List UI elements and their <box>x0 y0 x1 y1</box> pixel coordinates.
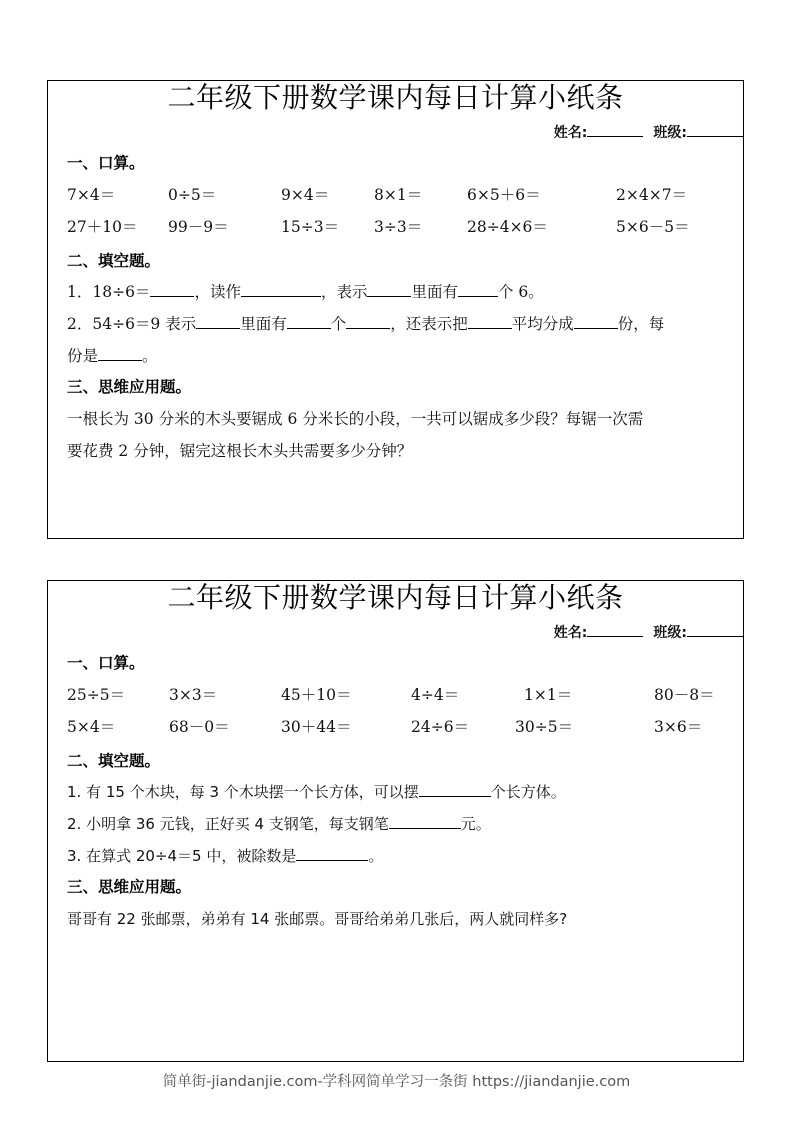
q-text: 里面有 <box>411 283 458 301</box>
q-text: 2. 小明拿 36 元钱，正好买 4 支钢笔，每支钢笔 <box>67 815 389 833</box>
answer-blank[interactable] <box>196 310 240 329</box>
q-text: 个长方体。 <box>490 783 566 801</box>
answer-blank[interactable] <box>574 310 618 329</box>
application-text-line-2: 要花费 2 分钟，锯完这根长木头共需要多少分钟？ <box>67 442 413 460</box>
fill-question-1 <box>67 276 739 308</box>
answer-blank[interactable] <box>241 278 321 297</box>
q-text: 1. 有 15 个木块，每 3 个木块摆一个长方体，可以摆 <box>67 783 419 801</box>
oral-item: 28÷4×6＝ <box>467 218 548 236</box>
q-text: 平均分成 <box>511 315 574 333</box>
oral-item: 27＋10＝ <box>67 218 138 236</box>
answer-blank[interactable] <box>346 310 390 329</box>
q-text: 个 6。 <box>497 283 544 301</box>
q-text: 元。 <box>460 815 491 833</box>
footer-watermark: 简单街-jiandanjie.com-学科网简单学习一条街 https://jiandanjie.com <box>162 1074 631 1090</box>
oral-item: 80－8＝ <box>654 686 715 704</box>
oral-item: 25÷5＝ <box>67 686 126 704</box>
oral-item: 24÷6＝ <box>411 718 470 736</box>
q-text: 个 <box>330 315 347 333</box>
q-text: 份，每 <box>617 315 665 333</box>
oral-item: 0÷5＝ <box>168 186 217 204</box>
answer-blank[interactable] <box>389 810 461 829</box>
oral-item: 5×4＝ <box>67 718 116 736</box>
oral-item: 1×1＝ <box>524 686 573 704</box>
oral-item: 2×4×7＝ <box>616 186 688 204</box>
class-label: 班级: <box>653 125 687 141</box>
section-heading-fill: 二、填空题。 <box>67 752 161 770</box>
oral-row-1 <box>67 683 743 707</box>
oral-item: 99－9＝ <box>168 218 229 236</box>
answer-blank[interactable] <box>287 310 331 329</box>
oral-item: 9×4＝ <box>281 186 330 204</box>
fill-question-2 <box>67 808 739 840</box>
oral-item: 3×6＝ <box>654 718 703 736</box>
answer-blank[interactable] <box>458 278 498 297</box>
oral-item: 5×6－5＝ <box>616 218 690 236</box>
name-label: 姓名: <box>553 125 588 141</box>
oral-row-2 <box>67 715 743 739</box>
oral-item: 3÷3＝ <box>374 218 423 236</box>
q-text: ，读作 <box>194 283 241 301</box>
oral-item: 4÷4＝ <box>411 686 460 704</box>
oral-item: 8×1＝ <box>374 186 423 204</box>
name-label: 姓名: <box>553 625 588 641</box>
name-blank[interactable] <box>587 621 643 637</box>
class-blank[interactable] <box>687 121 743 137</box>
answer-blank[interactable] <box>296 842 368 861</box>
oral-item: 6×5＋6＝ <box>467 186 541 204</box>
application-text-line-1: 一根长为 30 分米的木头要锯成 6 分米长的小段，一共可以锯成多少段？每锯一次需 <box>67 410 644 428</box>
q-text: ，表示 <box>320 283 368 301</box>
answer-blank[interactable] <box>419 778 491 797</box>
section-heading-application: 三、思维应用题。 <box>67 878 192 896</box>
application-text-line-1: 哥哥有 22 张邮票，弟弟有 14 张邮票。哥哥给弟弟几张后，两人就同样多? <box>67 910 568 928</box>
fill-question-2-cont <box>67 340 739 372</box>
oral-item: 45＋10＝ <box>281 686 352 704</box>
section-heading-oral: 一、口算。 <box>67 154 145 172</box>
oral-item: 7×4＝ <box>67 186 116 204</box>
q-text: 。 <box>368 847 384 865</box>
section-heading-application: 三、思维应用题。 <box>67 378 192 396</box>
answer-blank[interactable] <box>98 342 142 361</box>
q-text: 1．18÷6＝ <box>67 283 151 301</box>
answer-blank[interactable] <box>367 278 411 297</box>
oral-item: 30＋44＝ <box>281 718 352 736</box>
oral-item: 30÷5＝ <box>515 718 574 736</box>
q-text: 份是 <box>67 347 99 365</box>
slip-title: 二年级下册数学课内每日计算小纸条 <box>167 581 624 614</box>
worksheet-slip-1 <box>47 80 744 539</box>
section-heading-fill: 二、填空题。 <box>67 252 161 270</box>
q-text: 2．54÷6＝9 表示 <box>67 315 197 333</box>
oral-item: 15÷3＝ <box>281 218 340 236</box>
oral-row-2 <box>67 215 743 239</box>
class-label: 班级: <box>653 625 687 641</box>
name-class-row <box>554 121 743 143</box>
answer-blank[interactable] <box>150 278 194 297</box>
class-blank[interactable] <box>687 621 743 637</box>
slip-title: 二年级下册数学课内每日计算小纸条 <box>167 81 624 114</box>
fill-question-3 <box>67 840 739 872</box>
q-text: ，还表示把 <box>390 315 468 333</box>
q-text: 。 <box>142 347 158 365</box>
fill-question-1 <box>67 776 739 808</box>
section-heading-oral: 一、口算。 <box>67 654 145 672</box>
name-class-row <box>554 621 743 643</box>
oral-item: 3×3＝ <box>169 686 218 704</box>
q-text: 里面有 <box>240 315 287 333</box>
name-blank[interactable] <box>587 121 643 137</box>
fill-question-2 <box>67 308 739 340</box>
oral-item: 68－0＝ <box>169 718 230 736</box>
answer-blank[interactable] <box>468 310 512 329</box>
worksheet-slip-2 <box>47 580 744 1062</box>
oral-row-1 <box>67 183 743 207</box>
q-text: 3. 在算式 20÷4＝5 中，被除数是 <box>67 847 297 865</box>
